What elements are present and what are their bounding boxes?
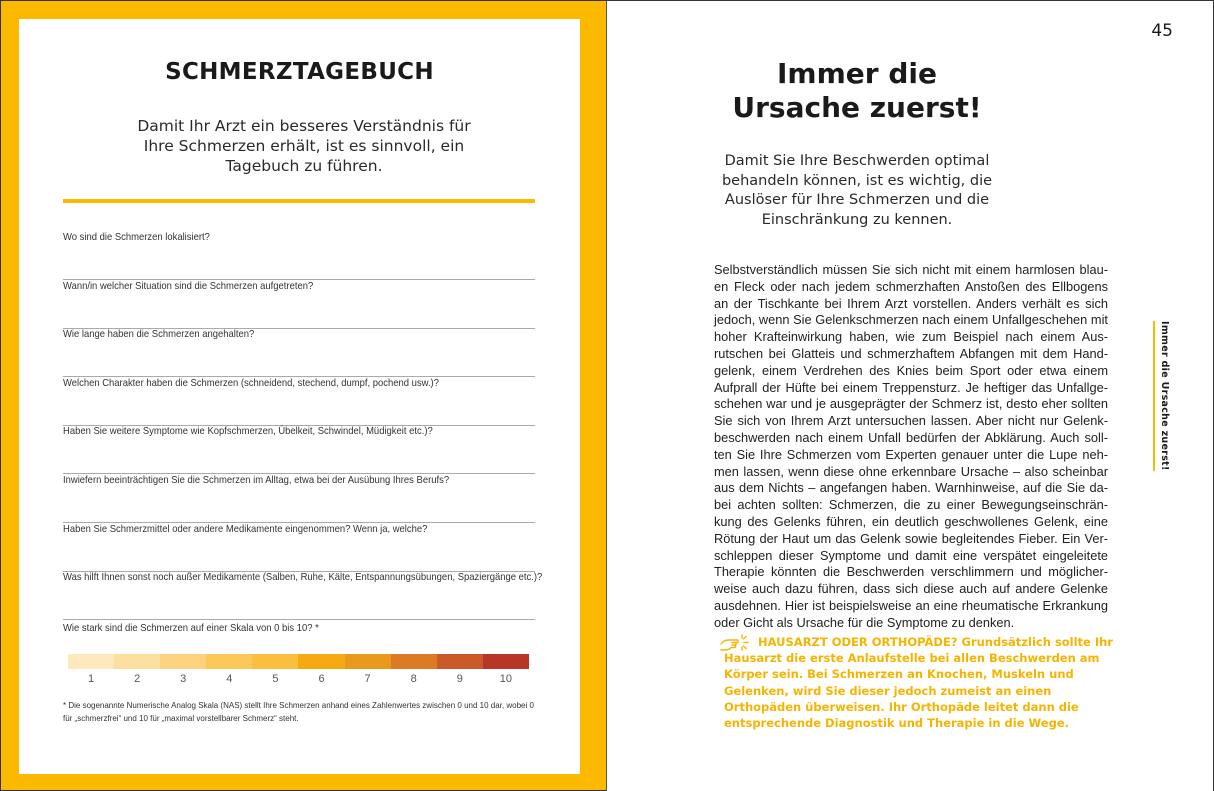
question-field[interactable] — [63, 328, 535, 377]
question-field[interactable] — [63, 425, 535, 474]
chapter-title-line1: Immer die — [777, 57, 937, 90]
tip-box — [724, 634, 1119, 731]
pointing-hand-icon — [718, 634, 750, 654]
question-label: Was hilft Ihnen sonst noch außer Medikamente (Salben, Ruhe, Kälte, Entspannungsübungen, Spaziergänge etc.)? — [63, 571, 543, 583]
page-number: 45 — [1151, 21, 1173, 41]
chapter-title-line2: Ursache zuerst! — [732, 91, 982, 124]
tip-heading: HAUSARZT ODER ORTHOPÄDE? — [758, 635, 958, 649]
scale-label: 1 — [87, 673, 95, 685]
body-paragraph: Selbstverständlich müssen Sie sich nicht mit einem harmlosen blauen Fleck oder nach jedem schmerzhaften Anstoßen des Ellbogens an der Tischkante bei Ihrem Arzt vorstellen. Anders verhält es sich jedoch, wenn Sie Gelenkschmerzen nach einem Unfallgeschehen mit hoher Krafteinwirkung haben, wie zum Beispiel nach einem Ausrutschen bei Glatteis und schmerzhaftem Abfangen mit dem Handgelenk, einem Verdrehen des Knies beim Sport oder etwa einem Aufprall der Hüfte bei einem Treppensturz. Je heftiger das Unfallgeschehen war und je ausgeprägter der Schmerz ist, desto eher sollten Sie sich von Ihrem Arzt untersuchen lassen. Aber nicht nur Gelenkbeschwerden nach einem Unfall bedürfen der Abklärung. Auch sollten Sie Ihre Schmerzen vom Experten genauer unter die Lupe nehmen lassen, wenn diese ohne erkennbare Ursache – also scheinbar aus dem Nichts – angefangen haben. Warnhinweise, auf die Sie dabei achten sollten: Schmerzen, die zu einer Bewegungseinschränkung des Gelenks führen, ein deutlich geschwollenes Gelenk, eine Rötung der Haut um das Gelenk sowie begleitendes Fieber. Ein Verschleppen dieser Symptome und damit eine verspätet eingeleitete Therapie könnten die Beschwerden verschlimmern und möglicherweise auch dazu führen, dass sich diese auch auf andere Gelenke ausdehnen. Hier ist beispielsweise an eine rheumatische Erkrankung oder Gicht als Ursache für die Symptome zu denken. — [714, 262, 1108, 630]
question-label: Wie lange haben die Schmerzen angehalten? — [63, 328, 255, 340]
scale-footnote: * Die sogenannte Numerische Analog Skala (NAS) stellt Ihre Schmerzen anhand eines Zahlenwertes zwischen 0 und 10 dar, wobei 0 für „schmerzfrei“ und 10 für „maximal vorstellbarer Schmerz“ steht. — [63, 701, 534, 723]
pain-diary-title: SCHMERZTAGEBUCH — [165, 59, 434, 85]
scale-label: 10 — [499, 673, 513, 685]
question-label: Haben Sie weitere Symptome wie Kopfschmerzen, Übelkeit, Schwindel, Müdigkeit etc.)? — [63, 425, 433, 437]
question-field[interactable] — [63, 377, 535, 426]
pain-scale-labels — [68, 673, 529, 685]
scale-label: 3 — [180, 673, 187, 685]
question-label: Welchen Charakter haben die Schmerzen (schneidend, stechend, dumpf, pochend usw.)? — [63, 377, 439, 389]
pain-scale-segment-10[interactable] — [483, 654, 529, 669]
pain-diary-card — [19, 19, 580, 774]
pain-scale-segment-9[interactable] — [437, 654, 483, 669]
scale-label: 7 — [364, 673, 371, 685]
pain-scale-segment-6[interactable] — [298, 654, 344, 669]
pain-diary-intro: Damit Ihr Arzt ein besseres Verständnis für Ihre Schmerzen erhält, ist es sinnvoll, ein Tagebuch zu führen. — [137, 117, 471, 175]
scale-label: 9 — [456, 673, 463, 685]
tip-body: Grundsätzlich sollte Ihr Hausarzt die erste Anlaufstelle bei allen Beschwerden am Körper sein. Bei Schmerzen an Knochen, Muskeln und Gelenken, wird Sie dieser jedoch zumeist an einen Orthopäden überweisen. Ihr Orthopäde leitet dann die entsprechende Diagnostik und Therapie in die Wege. — [724, 635, 1113, 731]
right-page — [607, 0, 1214, 791]
scale-label: 6 — [318, 673, 325, 685]
scale-label: 4 — [226, 673, 233, 685]
question-label: Inwiefern beeinträchtigen Sie die Schmerzen im Alltag, etwa bei der Ausübung Ihres Berufs? — [63, 474, 450, 486]
pain-scale-segment-5[interactable] — [252, 654, 298, 669]
scale-label: 8 — [410, 673, 417, 685]
chapter-title — [697, 57, 1017, 125]
side-tab-label: Immer die Ursache zuerst! — [1159, 321, 1170, 471]
question-label: Wann/in welcher Situation sind die Schmerzen aufgetreten? — [63, 280, 314, 292]
pain-scale-segment-1[interactable] — [68, 654, 114, 669]
pain-scale-segment-4[interactable] — [206, 654, 252, 669]
question-label: Wo sind die Schmerzen lokalisiert? — [63, 231, 210, 243]
divider-rule — [63, 199, 535, 203]
pain-scale-question: Wie stark sind die Schmerzen auf einer Skala von 0 bis 10? * — [63, 622, 319, 634]
scale-label: 2 — [134, 673, 141, 685]
pain-scale-segment-8[interactable] — [391, 654, 437, 669]
question-field[interactable] — [63, 523, 535, 572]
question-label: Haben Sie Schmerzmittel oder andere Medikamente eingenommen? Wenn ja, welche? — [63, 523, 428, 535]
pain-scale-bar — [68, 654, 529, 669]
question-field[interactable] — [63, 280, 535, 329]
pain-scale-segment-7[interactable] — [345, 654, 391, 669]
tip-text — [724, 634, 1119, 731]
pain-scale-segment-2[interactable] — [114, 654, 160, 669]
question-field[interactable] — [63, 231, 535, 280]
pain-scale-segment-3[interactable] — [160, 654, 206, 669]
chapter-side-tab — [1153, 321, 1169, 471]
question-field[interactable] — [63, 571, 543, 620]
chapter-intro: Damit Sie Ihre Beschwerden optimal behandeln können, ist es wichtig, die Auslöser für Ihre Schmerzen und die Einschränkung zu kennen. — [721, 153, 993, 228]
scale-label: 5 — [272, 673, 279, 685]
question-field[interactable] — [63, 474, 535, 523]
